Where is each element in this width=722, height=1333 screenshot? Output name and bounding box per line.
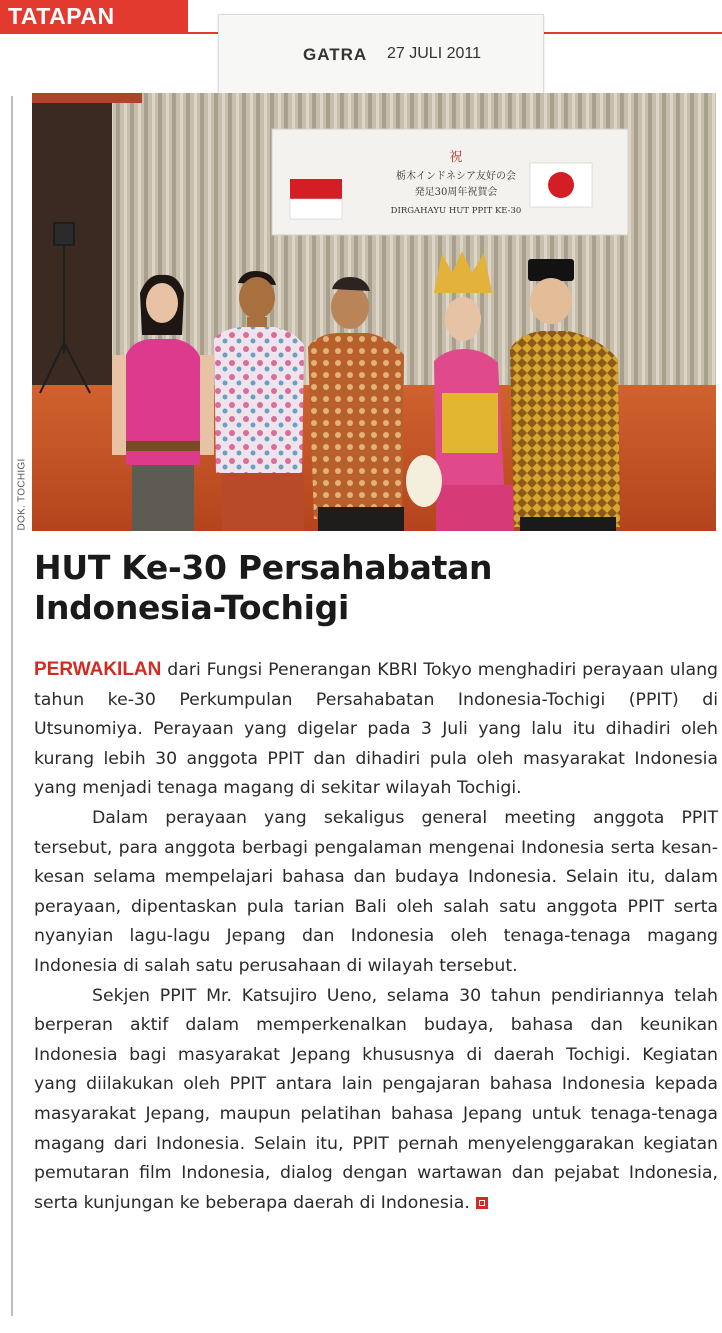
photo-credit-text: DOK. TOCHIGI — [16, 458, 28, 531]
paragraph-2: Dalam perayaan yang sekaligus general meeting anggota PPIT tersebut, para anggota berbagi pengalaman mengenai Indonesia serta kesan-kesan selama mempelajari bahasa dan budaya Indonesia. Selain itu, dalam perayaan, dipentaskan pula tarian Bali oleh salah satu anggota PPIT serta nyanyian lagu-lagu Jepang dan Indonesia oleh tenaga-tenaga magang Indonesia di salah satu perusahaan di wilayah tersebut. — [34, 807, 718, 976]
end-mark-icon — [476, 1197, 488, 1209]
left-margin-rule — [11, 96, 13, 1316]
section-label: TATAPAN — [8, 3, 115, 29]
publication-date: 27 JULI 2011 — [387, 45, 481, 62]
publication-name: GATRA — [303, 45, 368, 64]
japan-flag-icon — [530, 163, 592, 207]
paragraph-1-text: dari Fungsi Penerangan KBRI Tokyo menghadiri perayaan ulang tahun ke-30 Perkumpulan Persahabatan Indonesia-Tochigi (PPIT) di Utsunomiya. Perayaan yang digelar pada 3 Juli yang lalu itu dihadiri oleh kurang lebih 30 anggota PPIT dan dihadiri pula oleh masyarakat Indonesia yang menjadi tenaga magang di sekitar wilayah Tochigi. — [34, 660, 718, 799]
article-headline — [34, 548, 492, 628]
clipping-label — [218, 14, 544, 98]
section-tag — [0, 0, 188, 34]
headline-line-1: HUT Ke-30 Persahabatan — [34, 548, 493, 587]
paragraph-3-text: Sekjen PPIT Mr. Katsujiro Ueno, selama 30 tahun pendiriannya telah berperan aktif dalam memperkenalkan budaya, bahasa dan keunikan Indonesia bagi masyarakat Jepang khususnya di daerah Tochigi. Kegiatan yang diilakukan oleh PPIT antara lain pengajaran bahasa Indonesia kepada masyarakat Jepang, maupun pelatihan bahasa Jepang untuk tenaga-tenaga magang dari Indonesia. Selain itu, PPIT pernah menyelenggarakan kegiatan pemutaran film Indonesia, dialog dengan wartawan dan pejabat Indonesia, serta kunjungan ke beberapa daerah di Indonesia. — [34, 985, 718, 1213]
event-photo — [32, 93, 716, 531]
indonesia-flag-icon — [290, 179, 342, 219]
photo-credit — [14, 452, 28, 532]
banner-latin-line: DIRGAHAYU HUT PPIT KE-30 — [390, 206, 522, 216]
banner-jp-line-2: 発足30周年祝賀会 — [414, 187, 498, 198]
paragraph-1 — [34, 655, 718, 804]
banner-jp-line-1: 栃木インドネシア友好の会 — [396, 171, 516, 182]
banner-seal: 祝 — [449, 150, 463, 165]
article-body — [34, 655, 718, 1218]
celebration-banner — [272, 129, 628, 235]
paragraph-3 — [34, 982, 718, 1219]
headline-line-2: Indonesia-Tochigi — [34, 588, 350, 627]
lead-word: PERWAKILAN — [34, 659, 162, 680]
